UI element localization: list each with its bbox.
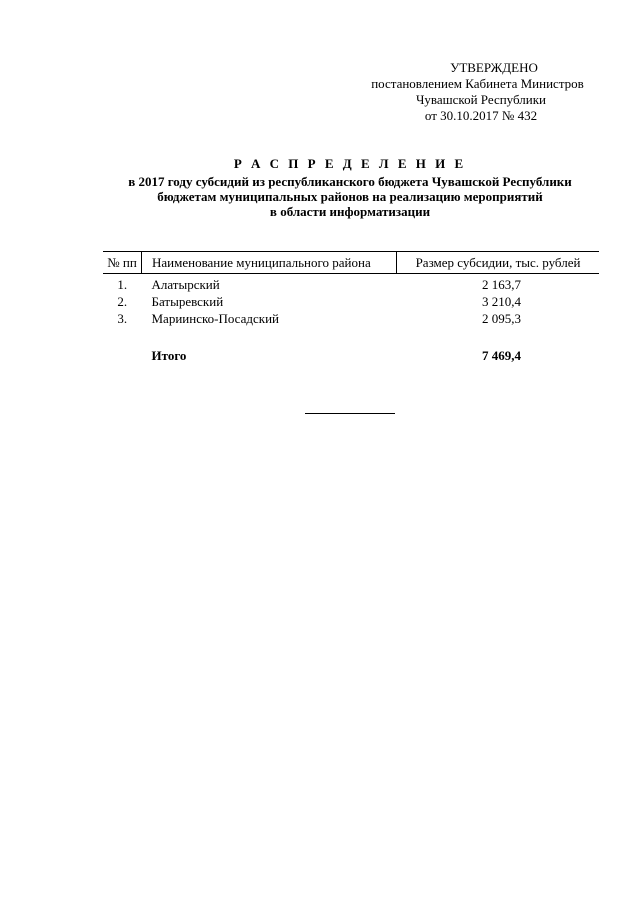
table-header-row <box>103 252 599 274</box>
header-num: № пп <box>103 252 142 274</box>
title-line-3: в области информатизации <box>269 204 431 219</box>
row-amount: 2 163,7 <box>482 277 521 292</box>
row-name: Мариинско-Посадский <box>151 311 279 326</box>
table-row <box>103 274 599 294</box>
table-total-row <box>103 327 599 364</box>
document-title <box>90 156 610 219</box>
row-name: Батыревский <box>151 294 224 309</box>
approval-heading: УТВЕРЖДЕНО <box>450 60 538 75</box>
title-line-2: бюджетам муниципальных районов на реализацию мероприятий <box>157 189 543 204</box>
header-name: Наименование муниципального района <box>142 252 397 274</box>
total-amount: 7 469,4 <box>482 348 521 363</box>
row-num: 2. <box>117 294 128 309</box>
title-heading: Р А С П Р Е Д Е Л Е Н И Е <box>233 156 467 171</box>
table-row <box>103 310 599 327</box>
row-amount: 3 210,4 <box>482 294 521 309</box>
table-row <box>103 293 599 310</box>
row-amount: 2 095,3 <box>482 311 521 326</box>
end-divider <box>305 413 395 414</box>
approval-issuer: постановлением Кабинета Министров <box>371 76 584 91</box>
approval-republic: Чувашской Республики <box>415 92 547 107</box>
row-num: 3. <box>117 311 128 326</box>
total-label: Итого <box>151 348 187 363</box>
approval-stamp <box>340 60 610 124</box>
row-name: Алатырский <box>151 277 220 292</box>
row-num: 1. <box>117 277 128 292</box>
approval-date-number: от 30.10.2017 № 432 <box>424 108 538 123</box>
total-num-empty <box>103 327 142 364</box>
header-amount: Размер субсидии, тыс. рублей <box>397 252 600 274</box>
title-line-1: в 2017 году субсидий из республиканского бюджета Чувашской Республики <box>128 174 572 189</box>
distribution-table <box>103 251 599 364</box>
